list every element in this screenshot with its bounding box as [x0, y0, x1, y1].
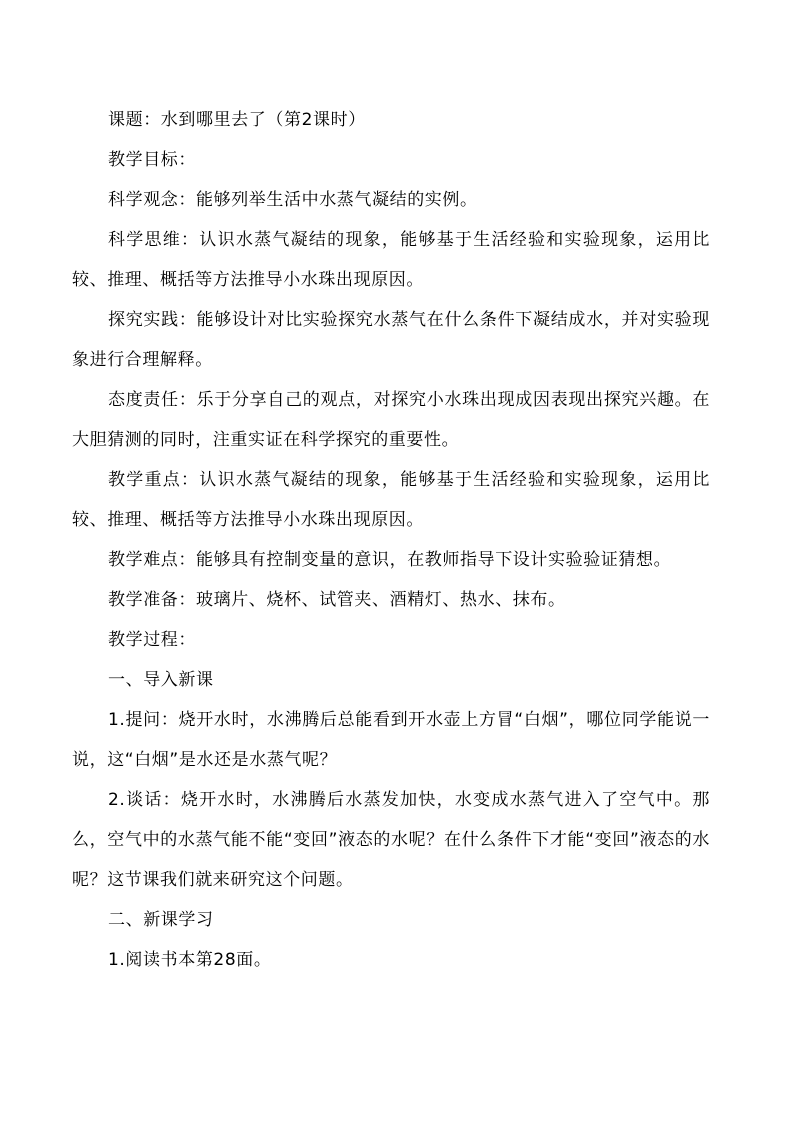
- intro-step-talk: 2.谈话：烧开水时，水沸腾后水蒸发加快，水变成水蒸气进入了空气中。那么，空气中的水蒸气能不能“变回”液态的水呢？在什么条件下才能“变回”液态的水呢？这节课我们就来研究这个问题。: [72, 790, 710, 890]
- teaching-goals-heading: 教学目标：: [108, 150, 196, 170]
- section-heading-new-lesson: 二、新课学习: [108, 910, 214, 930]
- goal-science-concept: 科学观念：能够列举生活中水蒸气凝结的实例。: [108, 190, 478, 210]
- goal-science-thinking: 科学思维：认识水蒸气凝结的现象，能够基于生活经验和实验现象，运用比较、推理、概括等方法推导小水珠出现原因。: [72, 230, 710, 290]
- new-lesson-step-reading: 1.阅读书本第28面。: [108, 950, 272, 970]
- teaching-preparation: 教学准备：玻璃片、烧杯、试管夹、酒精灯、热水、抹布。: [108, 590, 566, 610]
- goal-attitude-responsibility: 态度责任：乐于分享自己的观点，对探究小水珠出现成因表现出探究兴趣。在大胆猜测的同时，注重实证在科学探究的重要性。: [72, 390, 710, 450]
- teaching-key-points: 教学重点：认识水蒸气凝结的现象，能够基于生活经验和实验现象，运用比较、推理、概括等方法推导小水珠出现原因。: [72, 470, 710, 530]
- goal-inquiry-practice: 探究实践：能够设计对比实验探究水蒸气在什么条件下凝结成水，并对实验现象进行合理解释。: [72, 310, 710, 370]
- intro-step-question: 1.提问：烧开水时，水沸腾后总能看到开水壶上方冒“白烟”，哪位同学能说一说，这“白烟”是水还是水蒸气呢？: [72, 710, 710, 770]
- teaching-process-heading: 教学过程：: [108, 630, 196, 650]
- section-heading-introduction: 一、导入新课: [108, 670, 214, 690]
- lesson-title: 课题：水到哪里去了（第2课时）: [108, 110, 366, 130]
- teaching-difficulties: 教学难点：能够具有控制变量的意识，在教师指导下设计实验验证猜想。: [108, 550, 672, 570]
